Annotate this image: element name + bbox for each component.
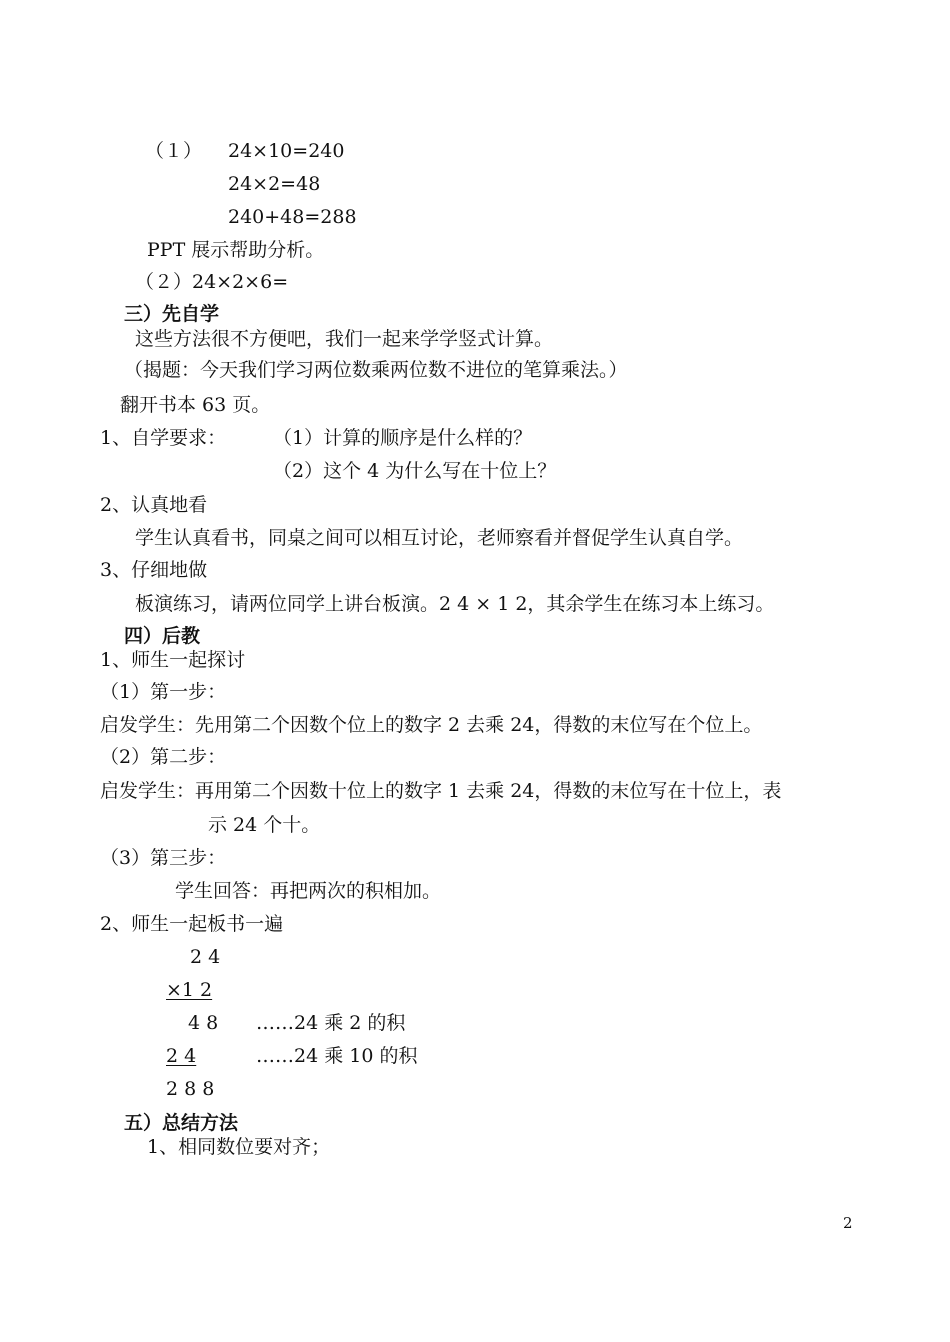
list-item: 2、师生一起板书一遍	[100, 913, 284, 935]
sub-item: （2）这个 4 为什么写在十位上？	[273, 460, 557, 482]
text-line: 翻开书本 63 页。	[120, 394, 271, 416]
item-label-2: （２）24×2×6=	[135, 271, 289, 293]
list-item: 1、师生一起探讨	[100, 649, 246, 671]
text-line: PPT 展示帮助分析。	[147, 239, 325, 261]
vertical-calc-line: ×1 2	[166, 979, 213, 1001]
text-line: 启发学生：再用第二个因数十位上的数字 1 去乘 24，得数的末位写在十位上，表	[100, 780, 782, 802]
step-label: （3）第三步：	[100, 847, 227, 869]
item-label-1: （１）	[145, 140, 203, 162]
text-line: 学生回答：再把两次的积相加。	[175, 880, 442, 902]
step-label: （1）第一步：	[100, 681, 227, 703]
section-heading-4: 四）后教	[124, 625, 201, 647]
text-line: 这些方法很不方便吧，我们一起来学学竖式计算。	[135, 328, 554, 350]
section-heading-3: 三）先自学	[124, 303, 220, 325]
step-label: （2）第二步：	[100, 746, 227, 768]
text-line: 板演练习，请两位同学上讲台板演。2 4 × 1 2，其余学生在练习本上练习。	[135, 593, 775, 615]
sub-item: （1）计算的顺序是什么样的？	[273, 427, 533, 449]
equation-line: 24×10=240	[228, 140, 345, 162]
section-heading-5: 五）总结方法	[124, 1112, 239, 1134]
vertical-calc-line: 2 8 8	[166, 1078, 215, 1100]
text-line: 启发学生：先用第二个因数个位上的数字 2 去乘 24，得数的末位写在个位上。	[100, 714, 763, 736]
text-line: （揭题：今天我们学习两位数乘两位数不进位的笔算乘法。）	[124, 359, 628, 381]
calc-note: ……24 乘 2 的积	[256, 1012, 406, 1034]
text-line: 示 24 个十。	[208, 814, 321, 836]
calc-note: ……24 乘 10 的积	[256, 1045, 418, 1067]
vertical-calc-line: 4 8	[188, 1012, 219, 1034]
equation-line: 240+48=288	[228, 206, 357, 228]
text-line: 学生认真看书，同桌之间可以相互讨论，老师察看并督促学生认真自学。	[135, 527, 744, 549]
vertical-calc-line: 2 4	[190, 946, 221, 968]
equation-line: 24×2=48	[228, 173, 321, 195]
list-item: 1、自学要求：	[100, 427, 227, 449]
page-number: 2	[843, 1214, 853, 1232]
list-item: 1、相同数位要对齐；	[147, 1136, 331, 1158]
vertical-calc-line: 2 4	[166, 1045, 197, 1067]
list-item: 2、认真地看	[100, 494, 208, 516]
list-item: 3、仔细地做	[100, 559, 208, 581]
